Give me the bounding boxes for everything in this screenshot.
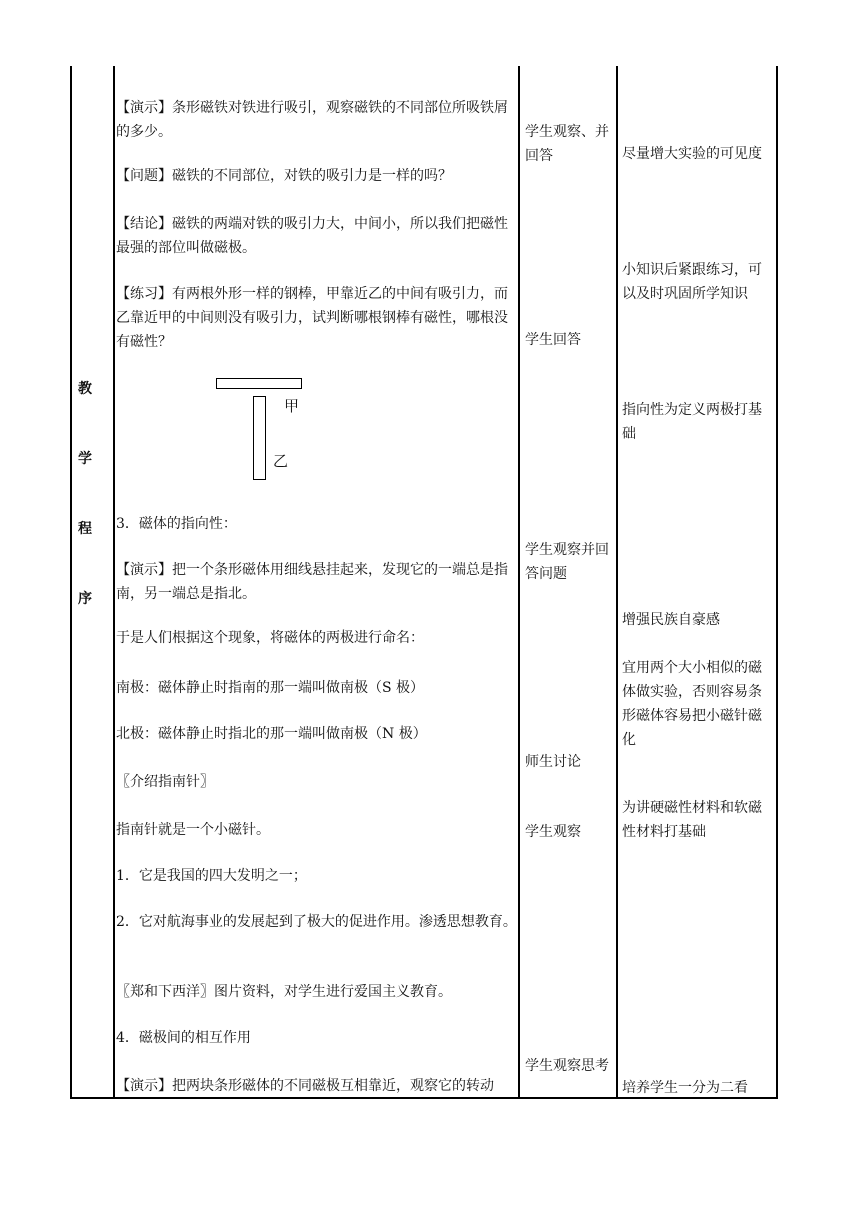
question-paragraph: 【问题】磁铁的不同部位，对铁的吸引力是一样的吗？ xyxy=(116,168,452,184)
rod-jia xyxy=(216,378,302,389)
table-border-left xyxy=(70,66,72,1098)
table-divider-2 xyxy=(518,66,520,1098)
table-divider-3 xyxy=(616,66,618,1098)
exercise-paragraph: 【练习】有两根外形一样的钢棒，甲靠近乙的中间有吸引力，而乙靠近甲的中间则没有吸引力，试判断哪根钢棒有磁性，哪根没有磁性？ xyxy=(116,286,508,350)
north-pole-definition: 北极：磁体静止时指北的那一端叫做南极（N 极） xyxy=(116,726,427,742)
rod-yi-label: 乙 xyxy=(273,452,289,470)
demo-paragraph-1: 【演示】条形磁铁对铁进行吸引，观察磁铁的不同部位所吸铁屑的多少。 xyxy=(116,100,508,140)
student-activity-2: 学生回答 xyxy=(525,332,581,348)
heading-4: 4．磁极间的相互作用 xyxy=(116,1030,251,1046)
rod-yi xyxy=(253,396,266,480)
rod-jia-label: 甲 xyxy=(284,397,300,415)
compass-point-1: 1．它是我国的四大发明之一； xyxy=(116,868,307,884)
student-activity-5: 学生观察 xyxy=(525,824,581,840)
heading-3: 3．磁体的指向性： xyxy=(116,516,237,532)
design-note-5: 宜用两个大小相似的磁体做实验，否则容易条形磁体容易把小磁针磁化 xyxy=(622,660,762,748)
student-activity-6: 学生观察思考 xyxy=(525,1058,609,1074)
demo-paragraph-3: 【演示】把两块条形磁体的不同磁极互相靠近，观察它的转动 xyxy=(116,1078,494,1094)
section-char-2: 学 xyxy=(78,451,92,467)
student-activity-3: 学生观察并回答问题 xyxy=(525,542,609,582)
design-note-7: 培养学生一分为二看 xyxy=(622,1080,748,1096)
design-note-1: 尽量增大实验的可见度 xyxy=(622,146,762,162)
south-pole-definition: 南极：磁体静止时指南的那一端叫做南极（S 极） xyxy=(116,680,425,696)
table-border-right xyxy=(776,66,778,1098)
design-note-3: 指向性为定义两极打基础 xyxy=(622,402,762,442)
compass-point-2: 2．它对航海事业的发展起到了极大的促进作用。渗透思想教育。 xyxy=(116,914,517,930)
compass-intro: 〖介绍指南针〗 xyxy=(116,774,214,790)
demo-paragraph-2: 【演示】把一个条形磁体用细线悬挂起来，发现它的一端总是指南，另一端总是指北。 xyxy=(116,562,508,602)
section-char-3: 程 xyxy=(78,521,92,537)
table-divider-1 xyxy=(113,66,115,1098)
design-note-6: 为讲硬磁性材料和软磁性材料打基础 xyxy=(622,800,762,840)
conclusion-paragraph: 【结论】磁铁的两端对铁的吸引力大，中间小，所以我们把磁性最强的部位叫做磁极。 xyxy=(116,216,508,256)
compass-definition: 指南针就是一个小磁针。 xyxy=(116,822,270,838)
student-activity-1: 学生观察、并回答 xyxy=(525,124,609,164)
zhenghe-paragraph: 〖郑和下西洋〗图片资料，对学生进行爱国主义教育。 xyxy=(116,984,452,1000)
design-note-4: 增强民族自豪感 xyxy=(622,612,720,628)
section-char-1: 教 xyxy=(78,381,92,397)
naming-paragraph: 于是人们根据这个现象，将磁体的两极进行命名： xyxy=(116,630,424,646)
student-activity-4: 师生讨论 xyxy=(525,754,581,770)
design-note-2: 小知识后紧跟练习，可以及时巩固所学知识 xyxy=(622,262,762,302)
section-char-4: 序 xyxy=(78,591,92,607)
